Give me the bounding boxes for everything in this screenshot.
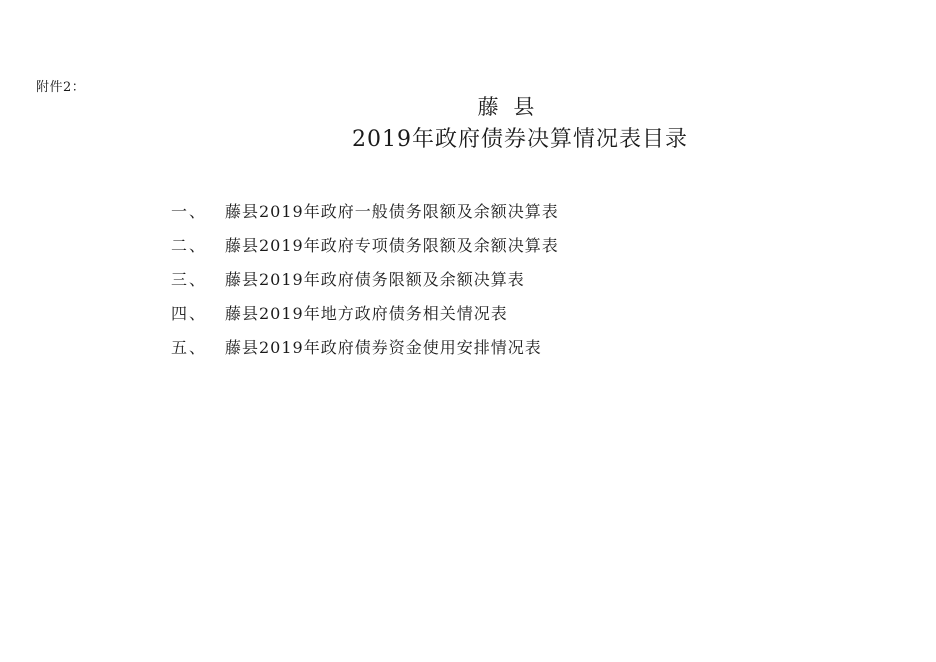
toc-item-4 xyxy=(171,297,559,331)
toc-number: 四、 xyxy=(171,304,208,323)
toc-item-3 xyxy=(171,263,559,297)
toc-number: 五、 xyxy=(171,338,208,357)
toc-item-5 xyxy=(171,331,559,365)
toc-number: 二、 xyxy=(171,236,208,255)
page-title: 2019年政府债券决算情况表目录 xyxy=(352,127,688,152)
title-county: 藤 县 xyxy=(477,95,539,119)
toc-text: 藤县2019年政府债务限额及余额决算表 xyxy=(225,270,525,289)
toc-item-2 xyxy=(171,229,559,263)
toc-text: 藤县2019年政府债券资金使用安排情况表 xyxy=(225,338,542,357)
toc-item-1 xyxy=(171,195,559,229)
table-of-contents xyxy=(171,195,559,365)
toc-number: 三、 xyxy=(171,270,208,289)
toc-text: 藤县2019年政府专项债务限额及余额决算表 xyxy=(225,236,559,255)
attachment-label: 附件2： xyxy=(36,80,86,95)
toc-text: 藤县2019年地方政府债务相关情况表 xyxy=(225,304,508,323)
toc-number: 一、 xyxy=(171,202,208,221)
toc-text: 藤县2019年政府一般债务限额及余额决算表 xyxy=(225,202,559,221)
